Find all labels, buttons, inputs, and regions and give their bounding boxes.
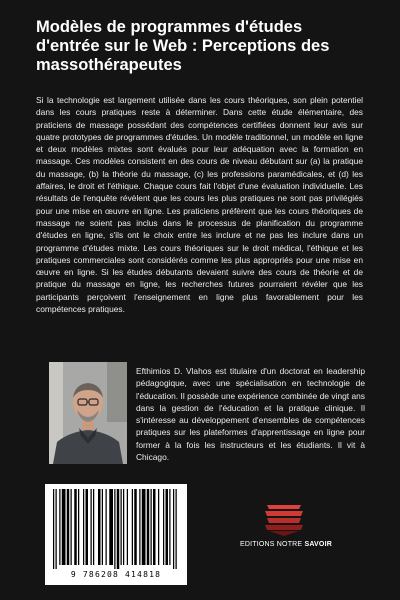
barcode-bar [173,489,174,569]
barcode-bar [158,489,159,565]
author-portrait-image [49,362,127,464]
barcode-bar [109,489,113,565]
publisher-brand: SAVOIR [304,541,332,548]
barcode-bar [132,489,133,565]
barcode-bar [83,489,84,565]
barcode-bar [53,489,54,569]
barcode-bar [98,489,101,565]
publisher-name [240,541,330,548]
back-cover-abstract: Si la technologie est largement utilisée dans les cours théoriques, son plein potentiel dans les cours pratiques reste à déterminer. Dans cette étude élémentaire, des praticiens de massage possédant des compétences certifiées donnent leur avis sur quatre prototypes de programmes d'études. Un modèle traditionnel, un modèle en ligne et deux modèles mixtes sont évalués pour leur adéquation avec la formation en massage. Ces modèles consistent en des cours de niveau débutant sur (a) la pratique du massage, (b) la théorie du massage, (c) les professions paramédicales, et (d) les affaires, le droit et l'éthique. Chaque cours fait l'objet d'une évaluation individuelle. Les résultats de l'enquête révèlent que les cours les plus pratiques ne sont pas privilégiés pour une mise en œuvre en ligne. Les praticiens préfèrent que les cours théoriques de massage ne soient pas inclus dans le processus de planification du programme d'études en ligne, s'ils ont le choix entre les inclure et ne pas les inclure dans un programme d'études mixte. Les cours théoriques sur le droit médical, l'éthique et les pratiques commerciales sont considérés comme les plus appropriés pour une mise en œuvre en ligne. Si les études débutants devaient suivre des cours de théorie et de pratique du massage en ligne, les recherches futures pourraient révéler que les participants perçoivent l'enseignement en ligne plus favorablement pour les compétences pratiques. [36,95,363,315]
barcode-bar [153,489,156,565]
barcode-bar [123,489,124,565]
barcode-bar [163,489,164,565]
barcode-bar [114,489,115,569]
author-biography: Efthimios D. Vlahos est titulaire d'un doctorat en leadership pédagogique, avec une spécialisation en technologie de l'éducation. Il possède une expérience combinée de vingt ans dans la gestion de l'éducation et la pratique clinique. Il s'intéresse au développement d'ensembles de compétences pratiques sur les plateformes d'apprentissage en ligne pour former à la fois les instructeurs et les étudiants. Il vit à Chicago. [136,366,365,463]
barcode-bar [91,489,92,565]
isbn-barcode [45,484,187,585]
barcode-bar [166,489,169,565]
barcode-bar [127,489,128,565]
barcode-bar [134,489,137,565]
stacked-books-logo-icon [263,503,305,537]
barcode-bar [142,489,146,565]
barcode-bar [151,489,152,565]
barcode-bar [106,489,107,565]
barcode-bar [74,489,77,565]
publisher-prefix: EDITIONS NOTRE [240,541,305,548]
barcode-bar [56,489,57,569]
barcode-bar [121,489,122,565]
barcode-bar [176,489,177,569]
barcode-bar [86,489,89,565]
barcode-bars [53,489,179,569]
barcode-bar [78,489,79,565]
barcode-bar [139,489,140,565]
book-title: Modèles de programmes d'études d'entrée sur le Web : Perceptions des massothérapeutes [36,18,330,74]
barcode-bar [62,489,66,565]
author-photo [49,362,127,464]
barcode-bar [71,489,72,565]
barcode-bar [169,489,170,565]
barcode-bar [67,489,70,565]
barcode-bar [147,489,150,565]
barcode-bar [102,489,103,565]
barcode-bar [93,489,94,565]
isbn-number: 9 786208 414818 [70,570,162,579]
barcode-bar [117,489,120,569]
barcode-bar [59,489,60,565]
